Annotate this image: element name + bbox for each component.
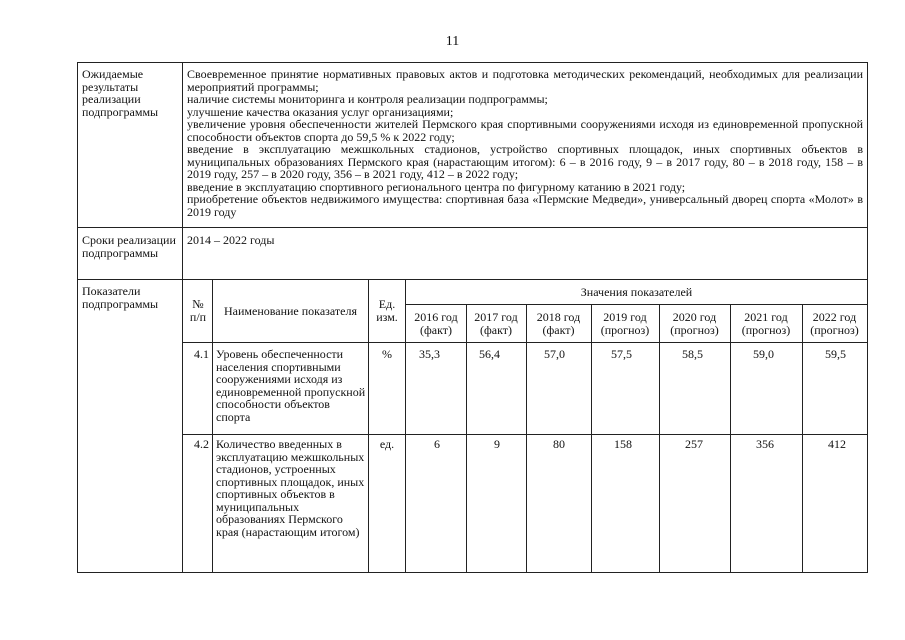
table-border-bottom [77,572,868,573]
header-values: Значения показателей [580,285,693,299]
item-num: 4.2 [194,437,209,451]
item-name: Количество введенных в эксплуатацию межшкольных стадионов, устроенных спортивных площадок, иных спортивных объектов в муниципальных образованиях Пермского края (нарастающим итогом) [216,437,365,539]
item-value: 9 [494,437,500,451]
item-value: 412 [828,437,846,451]
col-divider-name [368,280,369,573]
col-divider-num [212,280,213,573]
item-unit: ед. [379,437,395,451]
item-value: 158 [614,437,632,451]
label-column-divider [182,62,183,573]
header-year: 2022 год (прогноз) [810,310,859,337]
inner-header-bottom [182,342,868,343]
header-year: 2018 год (факт) [536,310,581,337]
table-border-top [77,62,868,63]
header-unit: Ед. изм. [376,297,398,324]
expected-results-label: Ожидаемые результаты реализации подпрограммы [82,67,159,119]
expected-paragraph: приобретение объектов недвижимого имущества: спортивная база «Пермские Медведи», универсальный дворец спорта «Молот» в 2019 году [187,192,863,219]
item-unit: % [382,347,392,361]
page-number: 11 [445,34,460,49]
item-value: 356 [756,437,774,451]
row-divider-2 [77,279,868,280]
item-value: 57,0 [544,347,565,361]
header-year: 2016 год (факт) [414,310,458,337]
expected-paragraph: увеличение уровня обеспеченности жителей Пермского края спортивными сооружениями исходя из единовременной пропускной способности объектов спорта до 59,5 % к 2022 году; [187,117,863,144]
indicators-label: Показатели подпрограммы [82,284,159,311]
header-year: 2017 год (факт) [474,310,518,337]
item-name: Уровень обеспеченности населения спортивными сооружениями исходя из единовременной пропускной способности объектов спорта [216,347,366,424]
table-border-left [77,62,78,573]
item-value: 59,0 [753,347,774,361]
header-year: 2019 год (прогноз) [600,310,650,337]
table-border-right [867,62,868,573]
item-value: 56,4 [479,347,500,361]
row-divider-1 [77,227,868,228]
terms-value: 2014 – 2022 годы [187,233,275,247]
values-header-divider [405,304,868,305]
item-value: 35,3 [419,347,440,361]
header-name: Наименование показателя [224,304,357,318]
expected-paragraph: введение в эксплуатацию спортивного регионального центра по фигурному катанию в 2021 году; [187,179,686,194]
item-value: 80 [553,437,565,451]
expected-paragraph: наличие системы мониторинга и контроля реализации подпрограммы; [187,92,548,106]
header-year: 2020 год (прогноз) [670,310,719,337]
expected-results-text [187,68,863,218]
expected-paragraph: введение в эксплуатацию межшкольных стадионов, устройство спортивных площадок, иных спортивных объектов в муниципальных образованиях Пермского края (нарастающим итогом): 6 – в 2016 году, 9 – в 2017 году, 80 – в 2018 году, 158 – в 2019 году, 257 – в 2020 году, 356 – в 2021 году, 412 – в 2022 году; [187,142,863,181]
header-num: № п/п [189,297,207,324]
header-year: 2021 год (прогноз) [741,310,791,337]
terms-label: Сроки реализации подпрограммы [82,233,176,260]
item-value: 57,5 [611,347,632,361]
item-value: 58,5 [682,347,703,361]
item-value: 6 [434,437,440,451]
expected-paragraph: улучшение качества оказания услуг организациями; [187,104,454,119]
item-value: 257 [685,437,703,451]
item-value: 59,5 [825,347,846,361]
inner-row-divider [182,434,868,435]
item-num: 4.1 [194,347,209,361]
col-divider-unit [405,280,406,573]
expected-paragraph: Своевременное принятие нормативных правовых актов и подготовка методических рекомендаций, необходимых для реализации мероприятий программы; [187,67,863,94]
